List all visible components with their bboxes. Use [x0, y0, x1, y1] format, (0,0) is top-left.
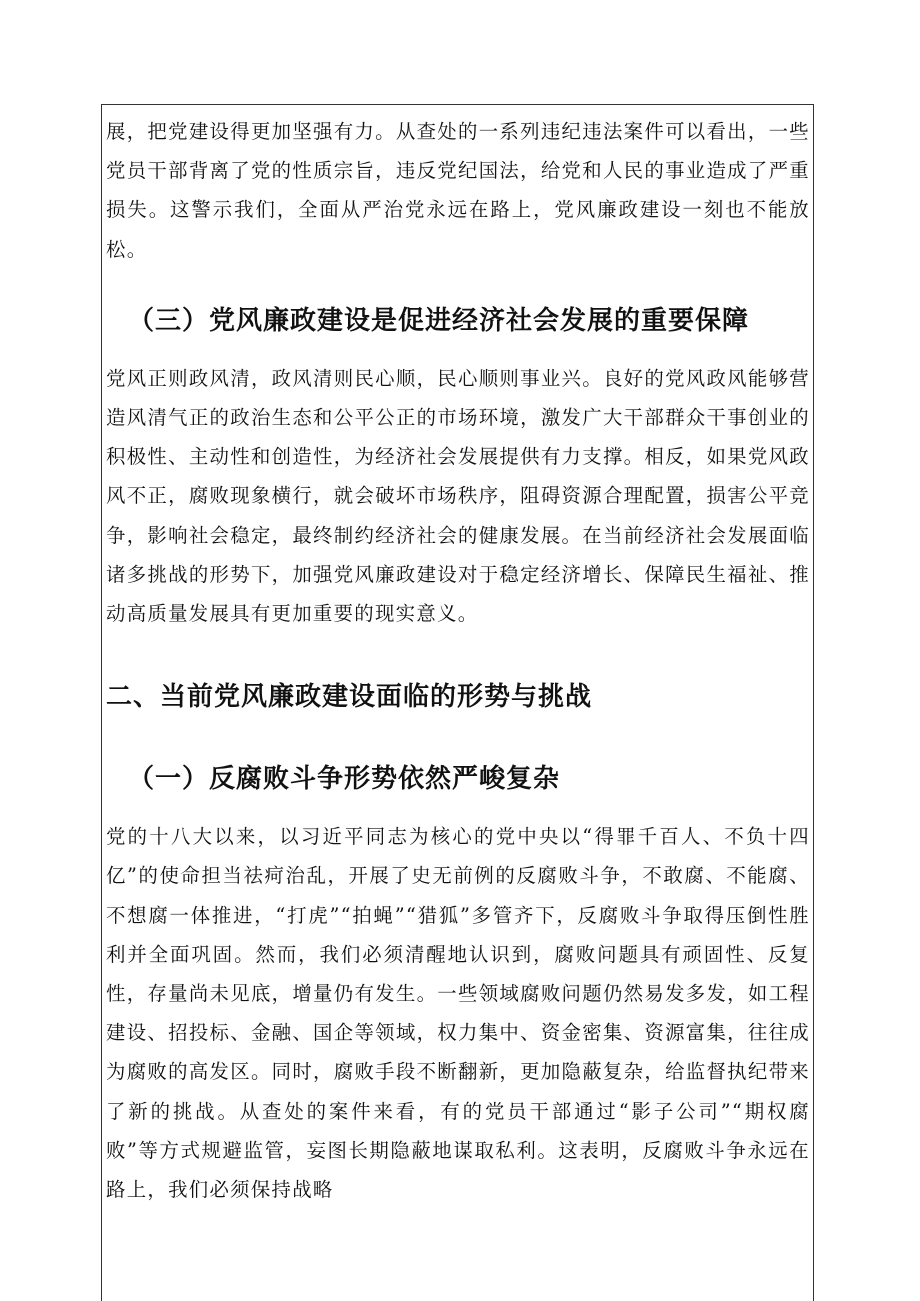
heading-section-2-1: （一）反腐败斗争形势依然严峻复杂	[128, 764, 561, 795]
heading-section-1-3: （三）党风廉政建设是促进经济社会发展的重要保障	[128, 305, 750, 336]
paragraph-anti-corruption-situation: 党的十八大以来，以习近平同志为核心的党中央以“得罪千百人、不负十四亿”的使命担当祛疴治乱，开展了史无前例的反腐败斗争，不敢腐、不能腐、不想腐一体推进，“打虎”“拍蝇”“猎狐”多管齐下，反腐败斗争取得压倒性胜利并全面巩固。然而，我们必须清醒地认识到，腐败问题具有顽固性、反复性，存量尚未见底，增量仍有发生。一些领域腐败问题仍然易发多发，如工程建设、招投标、金融、国企等领域，权力集中、资金密集、资源富集，往往成为腐败的高发区。同时，腐败手段不断翻新，更加隐蔽复杂，给监督执纪带来了新的挑战。从查处的案件来看，有的党员干部通过“影子公司”“期权腐败”等方式规避监管，妄图长期隐蔽地谋取私利。这表明，反腐败斗争永远在路上，我们必须保持战略	[106, 825, 810, 1202]
document-body	[106, 112, 810, 1209]
heading-section-2: 二、当前党风廉政建设面临的形势与挑战	[106, 682, 593, 713]
paragraph-economic-guarantee: 党风正则政风清，政风清则民心顺，民心顺则事业兴。良好的党风政风能够营造风清气正的政治生态和公平公正的市场环境，激发广大干部群众干事创业的积极性、主动性和创造性，为经济社会发展提供有力支撑。相反，如果党风政风不正，腐败现象横行，就会破坏市场秩序，阻碍资源合理配置，损害公平竞争，影响社会稳定，最终制约经济社会的健康发展。在当前经济社会发展面临诸多挑战的形势下，加强党风廉政建设对于稳定经济增长、保障民生福祉、推动高质量发展具有更加重要的现实意义。	[106, 366, 810, 626]
paragraph-party-building-continuation: 展，把党建设得更加坚强有力。从查处的一系列违纪违法案件可以看出，一些党员干部背离了党的性质宗旨，违反党纪国法，给党和人民的事业造成了严重损失。这警示我们，全面从严治党永远在路上，党风廉政建设一刻也不能放松。	[106, 120, 810, 261]
